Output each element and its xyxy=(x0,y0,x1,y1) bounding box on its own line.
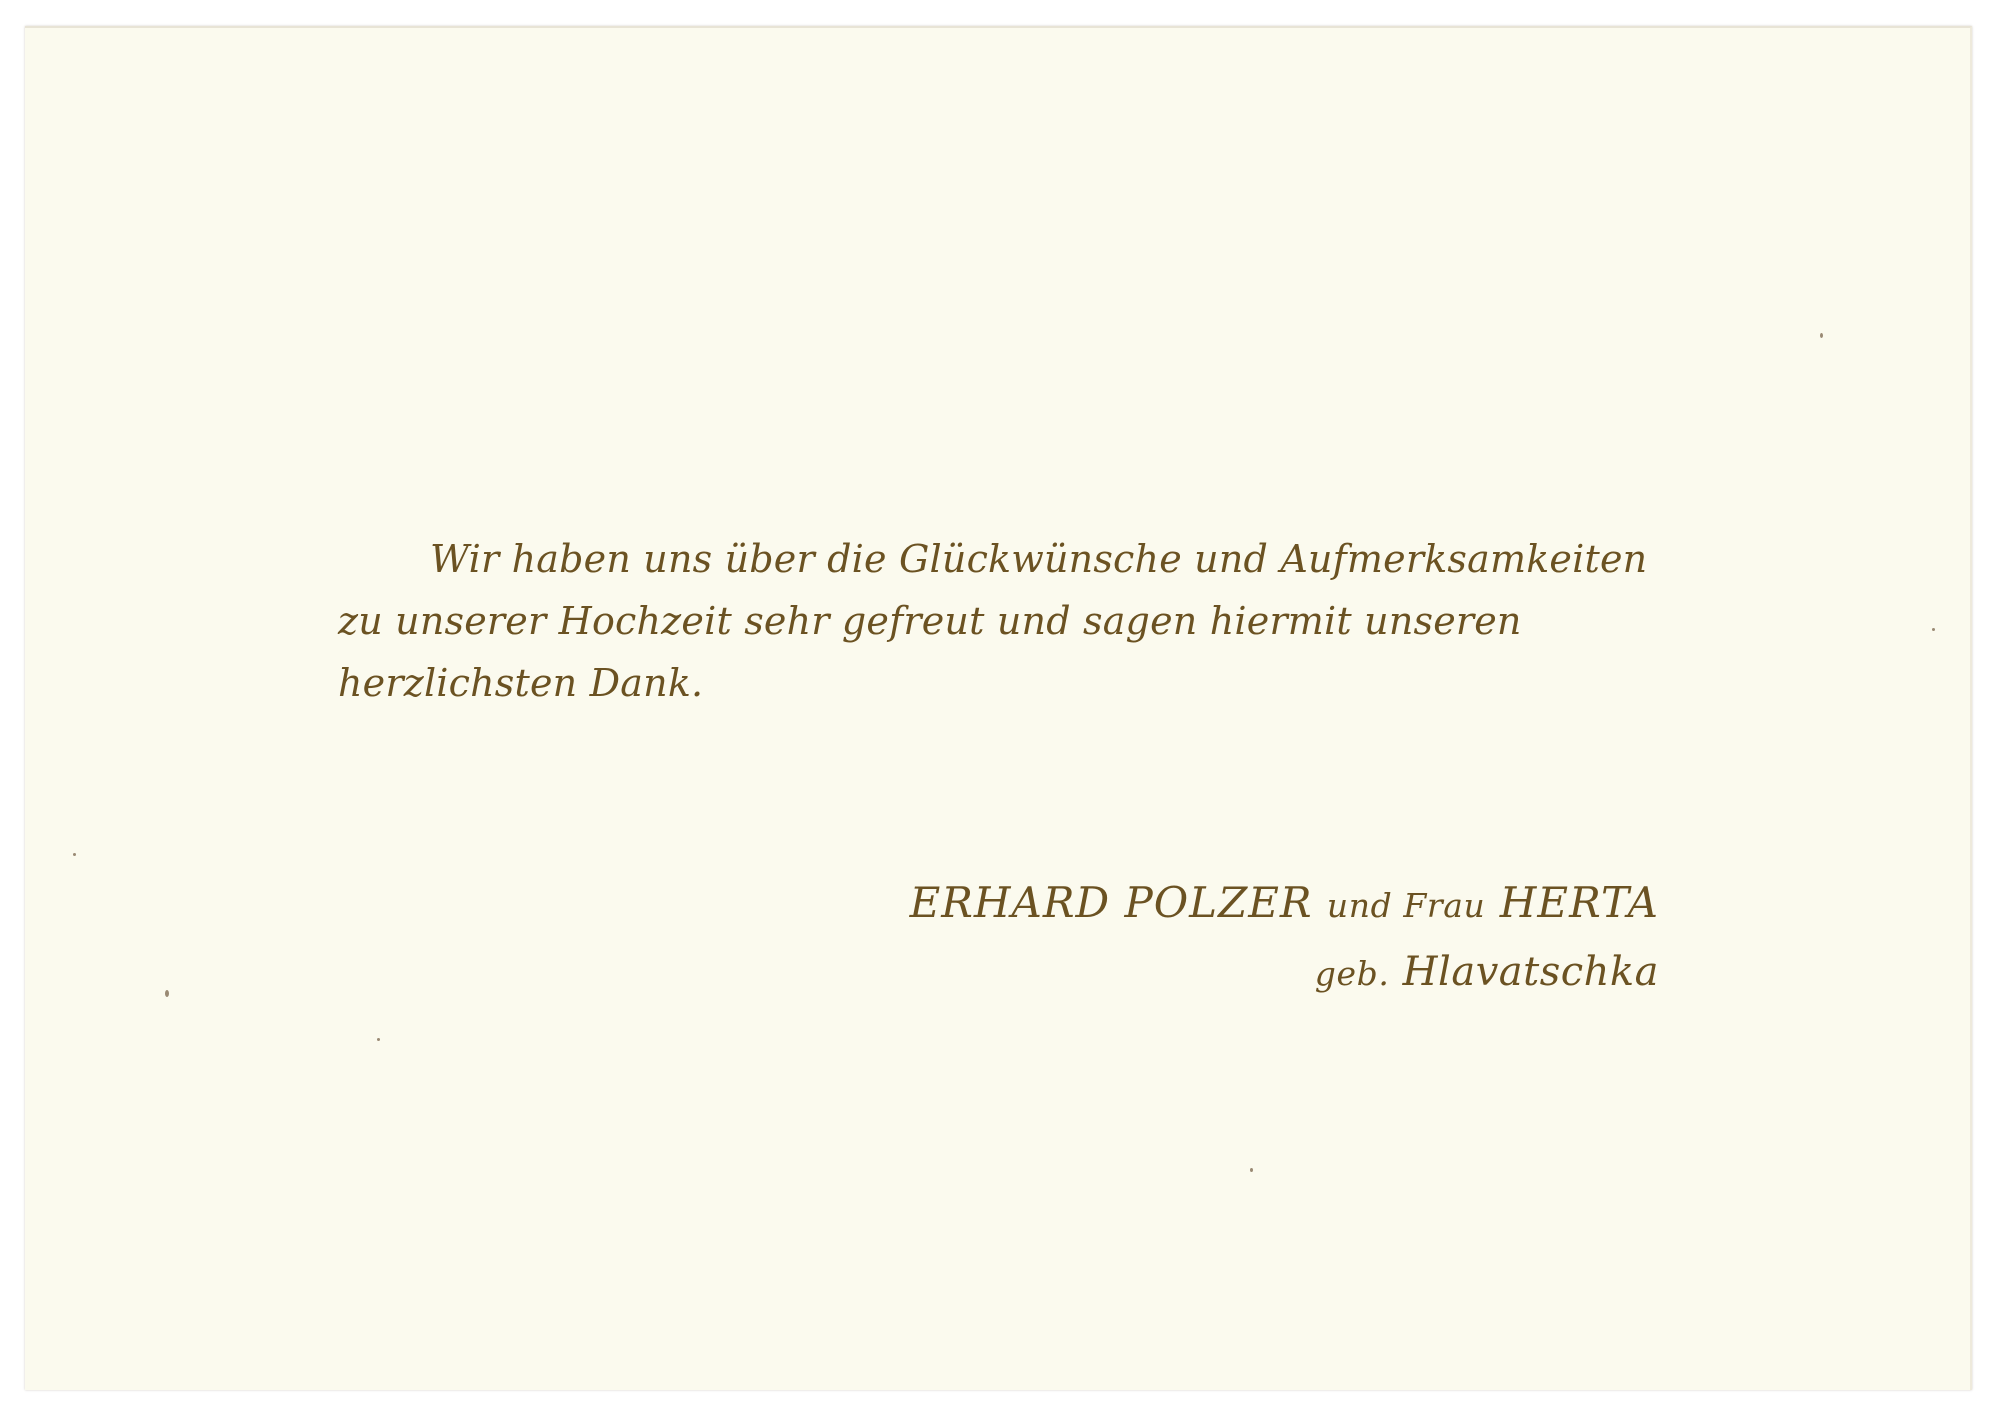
paper-speck xyxy=(377,1038,380,1041)
paper-speck xyxy=(1932,628,1935,631)
paper-speck xyxy=(165,990,169,997)
signature-connector: und Frau xyxy=(1326,886,1486,925)
message-line: Wir haben uns über die Glückwünsche und Aufmerksamkeiten xyxy=(430,537,1648,581)
maiden-name: Hlavatschka xyxy=(1402,949,1659,995)
maiden-name-line xyxy=(910,941,1659,1005)
signature-block xyxy=(910,868,1659,1005)
thank-you-message xyxy=(338,528,1738,714)
paper-speck xyxy=(1820,333,1823,338)
thank-you-card xyxy=(25,26,1972,1390)
message-line: herzlichsten Dank. xyxy=(338,661,704,705)
bride-name: HERTA xyxy=(1499,878,1659,927)
signature-names-line xyxy=(910,868,1659,941)
maiden-prefix: geb. xyxy=(1314,954,1390,993)
groom-name: ERHARD POLZER xyxy=(909,878,1313,927)
message-line: zu unserer Hochzeit sehr gefreut und sagen hiermit unseren xyxy=(338,599,1522,643)
paper-speck xyxy=(1250,1168,1253,1172)
paper-speck xyxy=(73,853,76,856)
